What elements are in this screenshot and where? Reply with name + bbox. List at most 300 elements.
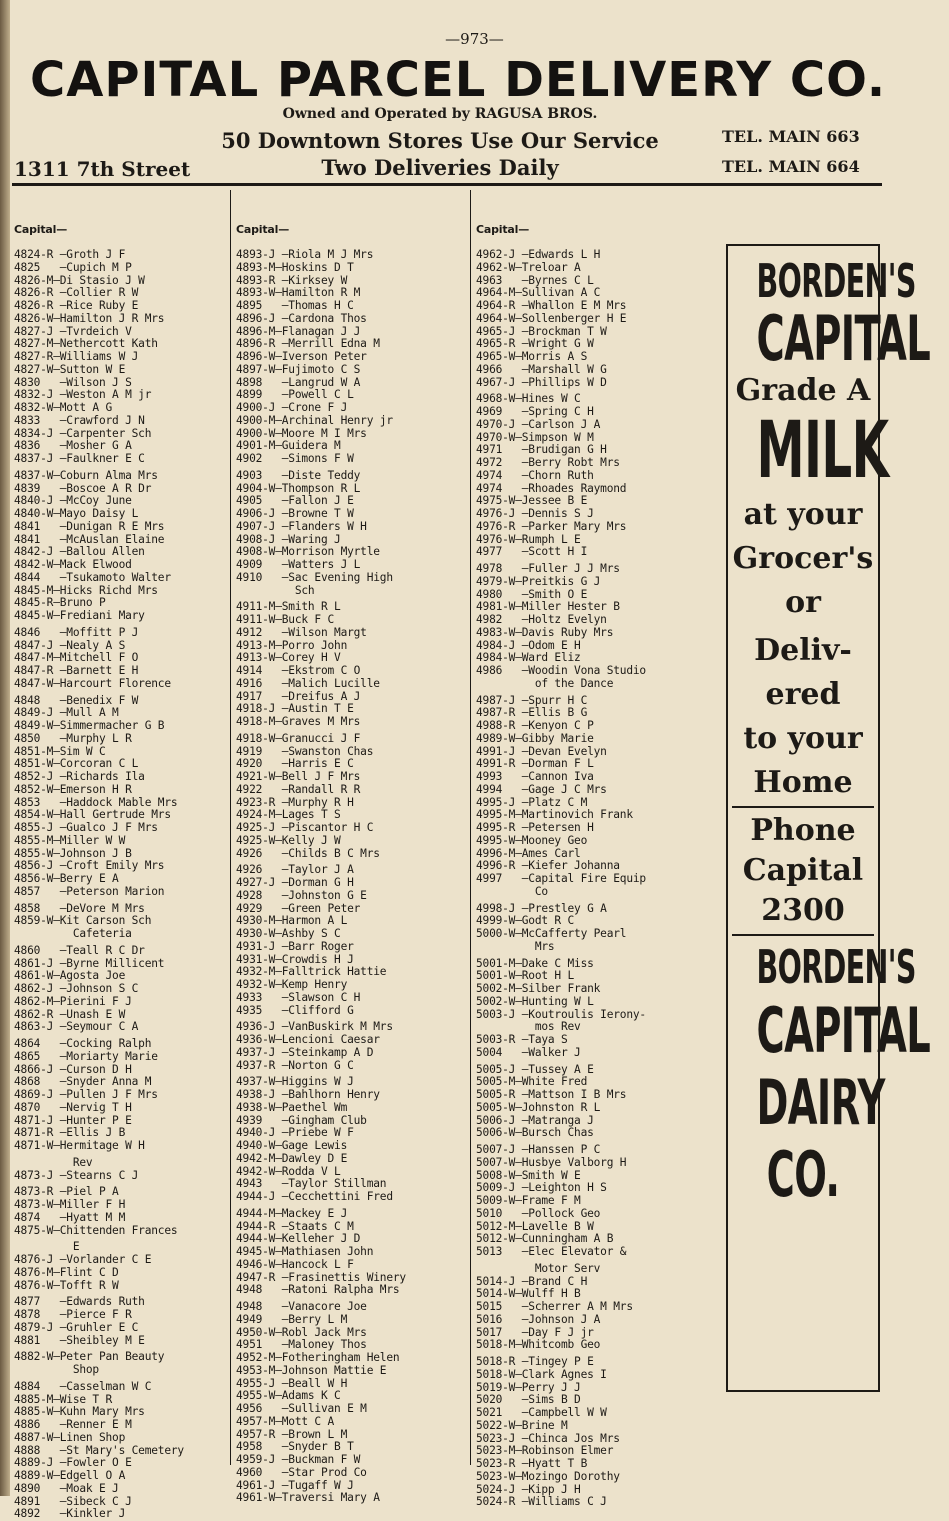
directory-entry: 4858 —DeVore M Mrs xyxy=(14,902,145,915)
directory-entry: 4885-W—Kuhn Mary Mrs xyxy=(14,1406,145,1419)
directory-entry: 4987-J —Spurr H C xyxy=(476,694,588,707)
directory-entry: 4976-R —Parker Mary Mrs xyxy=(476,520,627,533)
directory-entry: 4887-W—Linen Shop xyxy=(14,1431,126,1444)
directory-entry: 4944-J —Cecchettini Fred xyxy=(236,1191,393,1203)
directory-entry: 4903 —Diste Teddy xyxy=(236,469,361,482)
directory-entry: 4940-J —Priebe W F xyxy=(236,1127,354,1140)
directory-entry: 4930-M—Harmon A L xyxy=(236,915,348,928)
directory-entry: 5020 —Sims B D xyxy=(476,1394,581,1407)
directory-entry: 5003-J —Koutroulis Ierony- xyxy=(476,1008,646,1021)
directory-entry: 4896-R —Merrill Edna M xyxy=(236,338,380,351)
directory-entry: 4874 —Hyatt M M xyxy=(14,1211,126,1224)
directory-entry: 4945-W—Mathiasen John xyxy=(236,1246,374,1258)
directory-entry: 4854-W—Hall Gertrude Mrs xyxy=(14,809,171,822)
directory-entry: 4917 —Dreifus A J xyxy=(236,690,361,703)
directory-entry: 5023-J —Chinca Jos Mrs xyxy=(476,1432,620,1445)
book-spine-shadow xyxy=(0,0,10,1496)
directory-entry: 4918-W—Granucci J F xyxy=(236,732,361,745)
directory-entry: 4849-J —Mull A M xyxy=(14,707,119,720)
directory-entry: 4851-M—Sim W C xyxy=(14,745,106,758)
directory-entry: 4896-J —Cardona Thos xyxy=(236,312,367,325)
directory-entry: 5002-W—Hunting W L xyxy=(476,995,594,1008)
directory-entry: 4876-J —Vorlander C E xyxy=(14,1254,152,1266)
directory-entry: 4975-W—Jessee B E xyxy=(476,495,588,508)
directory-entry: 5019-W—Perry J J xyxy=(476,1381,581,1394)
directory-entry: 4944-M—Mackey E J xyxy=(236,1207,348,1220)
directory-entry: 4937-W—Higgins W J xyxy=(236,1076,354,1089)
directory-entry: 4826-W—Hamilton J R Mrs xyxy=(14,312,165,325)
directory-entry: 4916 —Malich Lucille xyxy=(236,677,380,690)
directory-entry: 4939 —Gingham Club xyxy=(236,1114,367,1127)
directory-entry: 4972 —Berry Robt Mrs xyxy=(476,457,620,469)
directory-entry: 4947-R —Frasinettis Winery xyxy=(236,1271,406,1284)
directory-entry: 4893-W—Hamilton R M xyxy=(236,287,361,300)
directory-entry: 4998-J —Prestley G A xyxy=(476,902,607,915)
directory-entry: Rev xyxy=(14,1156,93,1169)
directory-entry: 4964-M—Sullivan A C xyxy=(476,287,601,300)
directory-entry: 4931-J —Barr Roger xyxy=(236,940,354,953)
directory-entry: 4860 —Teall R C Dr xyxy=(14,944,145,957)
directory-entry: 4882-W—Peter Pan Beauty xyxy=(14,1351,165,1364)
directory-entry: 5001-W—Root H L xyxy=(476,970,575,983)
directory-entry: 5018-M—Whitcomb Geo xyxy=(476,1339,601,1352)
directory-entry: 4961-W—Traversi Mary A xyxy=(236,1492,380,1505)
column-header: Capital— xyxy=(476,223,529,236)
ad-company: DAIRY xyxy=(756,1066,885,1139)
directory-entry: 4938-J —Bahlhorn Henry xyxy=(236,1089,380,1101)
directory-entry: 4837-W—Coburn Alma Mrs xyxy=(14,469,158,482)
directory-entry: 4911-M—Smith R L xyxy=(236,601,341,614)
directory-entry: 4876-W—Tofft R W xyxy=(14,1279,119,1292)
directory-entry: 4942-M—Dawley D E xyxy=(236,1152,348,1165)
directory-entry: 5005-W—Johnston R L xyxy=(476,1101,601,1114)
directory-entry: 5005-R —Mattson I B Mrs xyxy=(476,1089,627,1101)
ad-grade: Grade A xyxy=(735,373,871,408)
directory-entry: 4923-R —Murphy R H xyxy=(236,796,354,809)
directory-entry: 4955-J —Beall W H xyxy=(236,1377,348,1390)
directory-entry: 4845-W—Frediani Mary xyxy=(14,610,145,622)
directory-entry: 4847-R —Barnett E H xyxy=(14,665,139,677)
directory-entry: 4907-J —Flanders W H xyxy=(236,520,367,533)
directory-entry: 4933 —Slawson C H xyxy=(236,991,361,1004)
directory-entry: 4824-R —Groth J F xyxy=(14,249,126,261)
ad-text: to your xyxy=(743,721,863,756)
directory-entry: 4870 —Nervig T H xyxy=(14,1101,132,1114)
directory-entry: Shop xyxy=(14,1364,99,1376)
directory-entry: 4944-R —Staats C M xyxy=(236,1220,354,1233)
directory-entry: 4960 —Star Prod Co xyxy=(236,1466,367,1479)
directory-entry: 4970-J —Carlson J A xyxy=(476,418,601,431)
directory-entry: 5022-W—Brine M xyxy=(476,1419,568,1432)
directory-entry: 4865 —Moriarty Marie xyxy=(14,1050,158,1063)
directory-entry: 4979-W—Preitkis G J xyxy=(476,575,601,588)
directory-entry: 4920 —Harris E C xyxy=(236,758,354,771)
directory-entry: 4982 —Holtz Evelyn xyxy=(476,614,607,626)
directory-entry: 4876-M—Flint C D xyxy=(14,1266,119,1279)
directory-entry: 4921-W—Bell J F Mrs xyxy=(236,771,361,783)
directory-entry: 4900-M—Archinal Henry jr xyxy=(236,414,393,427)
directory-entry: 4967-J —Phillips W D xyxy=(476,376,607,389)
directory-entry: 4940-W—Gage Lewis xyxy=(236,1140,348,1152)
directory-entry: 4830 —Wilson J S xyxy=(14,376,132,389)
directory-entry: 4871-W—Hermitage W H xyxy=(14,1140,145,1152)
directory-entry: 4964-R —Whallon E M Mrs xyxy=(476,300,627,312)
directory-entry: 5023-M—Robinson Elmer xyxy=(476,1445,614,1458)
directory-entry: 4932-W—Kemp Henry xyxy=(236,979,348,991)
directory-entry: 4906-J —Browne T W xyxy=(236,508,354,520)
directory-entry: 4937-J —Steinkamp A D xyxy=(236,1046,374,1059)
directory-entry: 4847-M—Mitchell F O xyxy=(14,652,139,665)
directory-entry: 4855-J —Gualco J F Mrs xyxy=(14,822,158,834)
directory-entry: 4995-W—Mooney Geo xyxy=(476,834,588,847)
directory-entry: 4929 —Green Peter xyxy=(236,902,361,915)
header-rule xyxy=(12,183,882,186)
directory-entry: 4849-W—Simmermacher G B xyxy=(14,720,165,732)
directory-entry: 4841 —McAuslan Elaine xyxy=(14,533,165,546)
directory-entry: 4861-W—Agosta Joe xyxy=(14,970,126,983)
directory-entry: 4910 —Sac Evening High xyxy=(236,571,393,584)
directory-entry: 4848 —Benedix F W xyxy=(14,694,139,707)
directory-entry: 4845-M—Hicks Richd Mrs xyxy=(14,584,158,597)
directory-entry: 4873-J —Stearns C J xyxy=(14,1169,139,1182)
page-number: —973— xyxy=(445,30,504,48)
ad-text: Grocer's xyxy=(732,541,874,576)
directory-entry: 4890 —Moak E J xyxy=(14,1482,119,1495)
directory-entry: 4908-J —Waring J xyxy=(236,533,341,546)
banner-subtitle: Owned and Operated by RAGUSA BROS. xyxy=(282,106,598,122)
directory-entry: 5005-J —Tussey A E xyxy=(476,1063,594,1076)
directory-entry: 4996-M—Ames Carl xyxy=(476,847,581,860)
directory-entry: 4953-M—Johnson Mattie E xyxy=(236,1364,387,1377)
directory-entry: 4846 —Moffitt P J xyxy=(14,626,139,639)
ad-brand: BORDEN'S xyxy=(756,940,916,994)
ad-milk: MILK xyxy=(756,406,889,496)
directory-entry: 4918-M—Graves M Mrs xyxy=(236,716,361,728)
directory-entry: 4851-W—Corcoran C L xyxy=(14,758,139,771)
directory-entry: 4863-J —Seymour C A xyxy=(14,1021,139,1034)
directory-entry: 4919 —Swanston Chas xyxy=(236,745,374,758)
directory-entry: 4827-W—Sutton W E xyxy=(14,363,126,376)
directory-entry: 4902 —Simons F W xyxy=(236,453,354,465)
banner-tagline-deliveries: Two Deliveries Daily xyxy=(321,155,559,180)
directory-entry: 4891 —Sibeck C J xyxy=(14,1495,132,1508)
ad-divider xyxy=(732,934,874,936)
directory-entry: 5016 —Johnson J A xyxy=(476,1313,601,1326)
directory-entry: 4877 —Edwards Ruth xyxy=(14,1296,145,1309)
directory-entry: 4977 —Scott H I xyxy=(476,546,588,559)
directory-entry: 4944-W—Kelleher J D xyxy=(236,1233,361,1246)
directory-entry: 5010 —Pollock Geo xyxy=(476,1207,601,1220)
directory-entry: 4999-W—Godt R C xyxy=(476,915,575,928)
directory-entry: 4850 —Murphy L R xyxy=(14,732,132,745)
directory-entry: 5018-W—Clark Agnes I xyxy=(476,1368,607,1381)
directory-entry: 4965-J —Brockman T W xyxy=(476,325,607,338)
directory-entry: 5018-R —Tingey P E xyxy=(476,1356,594,1368)
directory-entry: 4966 —Marshall W G xyxy=(476,363,607,376)
directory-entry: 4961-J —Tugaff W J xyxy=(236,1479,354,1492)
directory-entry: 4840-W—Mayo Daisy L xyxy=(14,508,139,520)
directory-entry: 4986 —Woodin Vona Studio xyxy=(476,665,646,677)
directory-entry: 4841 —Dunigan R E Mrs xyxy=(14,520,165,533)
directory-entry: 5009-W—Frame F M xyxy=(476,1195,581,1207)
directory-entry: 4970-W—Simpson W M xyxy=(476,431,594,444)
directory-entry: 4997 —Capital Fire Equip xyxy=(476,873,646,885)
ad-text: Home xyxy=(753,765,853,800)
column-header: Capital— xyxy=(14,223,67,236)
directory-entry: 4913-W—Corey H V xyxy=(236,652,341,665)
directory-entry: 4826-M—Di Stasio J W xyxy=(14,274,145,287)
directory-entry: 4983-W—Davis Ruby Mrs xyxy=(476,626,614,639)
directory-column-1 xyxy=(14,198,184,1521)
directory-entry: 4896-M—Flanagan J J xyxy=(236,325,361,338)
ad-divider xyxy=(732,806,874,808)
directory-entry: 4995-J —Platz C M xyxy=(476,796,588,809)
directory-entry: 5000-W—McCafferty Pearl xyxy=(476,928,627,940)
directory-entry: 4914 —Ekstrom C O xyxy=(236,665,361,677)
ad-text: ered xyxy=(765,677,841,712)
directory-entry: 5012-W—Cunningham A B xyxy=(476,1233,614,1246)
directory-entry: 4889-J —Fowler O E xyxy=(14,1457,132,1470)
directory-entry: 4844 —Tsukamoto Walter xyxy=(14,571,171,584)
directory-entry: 4987-R —Ellis B G xyxy=(476,707,588,720)
directory-entry: 4942-W—Rodda V L xyxy=(236,1165,341,1178)
banner-tagline-stores: 50 Downtown Stores Use Our Service xyxy=(221,128,659,153)
directory-entry: 5006-J —Matranga J xyxy=(476,1114,594,1127)
directory-entry: 4984-W—Ward Eliz xyxy=(476,652,581,665)
directory-entry: 4827-J —Tvrdeich V xyxy=(14,325,132,338)
directory-entry: 4901-M—Guidera M xyxy=(236,440,341,453)
directory-entry: 4827-R—Williams W J xyxy=(14,351,139,363)
directory-entry: 4847-W—Harcourt Florence xyxy=(14,677,171,690)
directory-entry: 4932-M—Falltrick Hattie xyxy=(236,966,387,979)
directory-entry: 5001-M—Dake C Miss xyxy=(476,957,594,970)
directory-entry: 4878 —Pierce F R xyxy=(14,1309,132,1321)
directory-entry: 4871-J —Hunter P E xyxy=(14,1114,132,1127)
directory-entry: 4840-J —McCoy June xyxy=(14,495,132,508)
ad-phone-number: 2300 xyxy=(761,893,845,928)
directory-entry: 4868 —Snyder Anna M xyxy=(14,1076,152,1089)
directory-entry: 4839 —Boscoe A R Dr xyxy=(14,482,152,495)
directory-entry: 4927-J —Dorman G H xyxy=(236,877,354,889)
directory-entry: E xyxy=(14,1241,80,1254)
directory-entry: 4827-M—Nethercott Kath xyxy=(14,338,158,351)
directory-entry: 5012-M—Lavelle B W xyxy=(476,1220,594,1233)
directory-entry: 4965-R —Wright G W xyxy=(476,338,594,351)
directory-entry: 4873-R —Piel P A xyxy=(14,1186,119,1199)
directory-entry: 4948 —Ratoni Ralpha Mrs xyxy=(236,1284,400,1297)
directory-entry: 4853 —Haddock Mable Mrs xyxy=(14,796,178,809)
directory-entry: 4833 —Crawford J N xyxy=(14,414,145,427)
directory-column-3 xyxy=(476,198,646,1509)
directory-entry: 4895 —Thomas H C xyxy=(236,300,354,312)
directory-entry: 4978 —Fuller J J Mrs xyxy=(476,563,620,575)
directory-entry: 4928 —Johnston G E xyxy=(236,889,367,902)
directory-entry: 4826-R —Rice Ruby E xyxy=(14,300,139,312)
directory-entry: 5023-R —Hyatt T B xyxy=(476,1458,588,1470)
directory-entry: 4892 —Kinkler J xyxy=(14,1508,126,1521)
directory-entry: 4911-W—Buck F C xyxy=(236,614,335,626)
directory-entry: 4864 —Cocking Ralph xyxy=(14,1038,152,1050)
directory-entry: 4856-W—Berry E A xyxy=(14,873,119,885)
directory-entry: 4913-M—Porro John xyxy=(236,639,348,652)
directory-entry: 4926 —Childs B C Mrs xyxy=(236,847,380,860)
directory-entry: 4888 —St Mary's Cemetery xyxy=(14,1444,184,1457)
directory-entry: 5021 —Campbell W W xyxy=(476,1407,607,1419)
directory-entry: 5004 —Walker J xyxy=(476,1046,581,1059)
ad-text: at your xyxy=(743,497,863,532)
directory-entry: 4984-J —Odom E H xyxy=(476,639,581,652)
directory-entry: 4837-J —Faulkner E C xyxy=(14,453,145,465)
directory-entry: 4951 —Maloney Thos xyxy=(236,1339,367,1352)
directory-entry: 4924-M—Lages T S xyxy=(236,809,341,822)
directory-entry: 4900-J —Crone F J xyxy=(236,402,348,414)
directory-entry: 5014-J —Brand C H xyxy=(476,1275,588,1288)
directory-entry: 4862-J —Johnson S C xyxy=(14,983,139,995)
directory-entry: 4842-J —Ballou Allen xyxy=(14,546,145,559)
directory-entry: 4856-J —Croft Emily Mrs xyxy=(14,860,165,873)
directory-entry: 4957-R —Brown L M xyxy=(236,1428,348,1441)
directory-entry: 4991-J —Devan Evelyn xyxy=(476,745,607,758)
directory-entry: 4958 —Snyder B T xyxy=(236,1441,354,1454)
directory-entry: 4993 —Cannon Iva xyxy=(476,771,594,783)
ad-company: CAPITAL xyxy=(756,994,931,1067)
directory-entry: 5023-W—Mozingo Dorothy xyxy=(476,1470,620,1483)
directory-column-2 xyxy=(236,198,406,1505)
directory-entry: 4943 —Taylor Stillman xyxy=(236,1178,387,1191)
directory-entry: 4995-M—Martinovich Frank xyxy=(476,809,633,822)
directory-entry: 4859-W—Kit Carson Sch xyxy=(14,915,152,928)
directory-entry: 4899 —Powell C L xyxy=(236,389,354,402)
directory-entry: 4886 —Renner E M xyxy=(14,1419,132,1431)
ad-phone-label: Phone xyxy=(750,813,856,848)
directory-entry: 4962-J —Edwards L H xyxy=(476,249,601,261)
directory-entry: mos Rev xyxy=(476,1021,581,1034)
directory-entry: 4852-W—Emerson H R xyxy=(14,783,132,796)
directory-entry: 4861-J —Byrne Millicent xyxy=(14,957,165,970)
directory-entry: 4996-R —Kiefer Johanna xyxy=(476,860,620,873)
directory-entry: 4826-R —Collier R W xyxy=(14,287,139,300)
directory-entry: 4893-M—Hoskins D T xyxy=(236,261,354,274)
directory-entry: 4974 —Rhoades Raymond xyxy=(476,482,627,495)
directory-entry: 4866-J —Curson D H xyxy=(14,1063,132,1076)
column-header: Capital— xyxy=(236,223,289,236)
directory-entry: 4893-R —Kirksey W xyxy=(236,274,348,287)
directory-entry: 4950-W—Robl Jack Mrs xyxy=(236,1326,367,1339)
ad-brand: BORDEN'S xyxy=(756,254,916,308)
directory-entry: 4925-J —Piscantor H C xyxy=(236,822,374,834)
directory-entry: 4885-M—Wise T R xyxy=(14,1393,113,1406)
directory-entry: 4955-W—Adams K C xyxy=(236,1390,341,1403)
directory-entry: 4862-M—Pierini F J xyxy=(14,995,132,1008)
directory-entry: 4969 —Spring C H xyxy=(476,406,594,418)
directory-entry: 4989-W—Gibby Marie xyxy=(476,732,594,745)
directory-entry: 4884 —Casselman W C xyxy=(14,1380,152,1393)
directory-entry: Cafeteria xyxy=(14,928,132,940)
directory-entry: Motor Serv xyxy=(476,1262,601,1275)
directory-entry: 4974 —Chorn Ruth xyxy=(476,469,594,482)
directory-entry: 4930-W—Ashby S C xyxy=(236,928,341,940)
banner-title: CAPITAL PARCEL DELIVERY CO. xyxy=(30,52,887,108)
directory-entry: 4926 —Taylor J A xyxy=(236,864,354,877)
directory-entry: 4845-R—Bruno P xyxy=(14,597,106,610)
ad-text: Deliv- xyxy=(754,633,852,668)
directory-entry: 4965-W—Morris A S xyxy=(476,351,588,363)
directory-entry: 4963 —Byrnes C L xyxy=(476,274,594,287)
directory-entry: 4862-R —Unash E W xyxy=(14,1008,126,1021)
directory-entry: 4897-W—Fujimoto C S xyxy=(236,363,361,376)
directory-entry: 4900-W—Moore M I Mrs xyxy=(236,427,367,440)
banner-phone-2: TEL. MAIN 664 xyxy=(722,157,860,176)
directory-entry: 4904-W—Thompson R L xyxy=(236,482,361,495)
directory-entry: 4948 —Vanacore Joe xyxy=(236,1301,367,1313)
directory-entry: 4962-W—Treloar A xyxy=(476,261,581,274)
directory-entry: 4879-J —Gruhler E C xyxy=(14,1321,139,1334)
directory-entry: 5017 —Day F J jr xyxy=(476,1326,594,1339)
directory-entry: 4836 —Mosher G A xyxy=(14,440,132,453)
directory-entry: 4898 —Langrud W A xyxy=(236,376,361,389)
directory-entry: 5008-W—Smith W E xyxy=(476,1169,581,1182)
directory-entry: 4855-W—Johnson J B xyxy=(14,847,132,860)
directory-entry: 5007-J —Hanssen P C xyxy=(476,1144,601,1156)
directory-entry: 5002-M—Silber Frank xyxy=(476,983,601,995)
directory-entry: 4873-W—Miller F H xyxy=(14,1199,126,1211)
directory-entry: 4922 —Randall R R xyxy=(236,783,361,796)
directory-entry: Co xyxy=(476,885,548,898)
banner-phone-1: TEL. MAIN 663 xyxy=(722,127,860,146)
ad-phone-exchange: Capital xyxy=(742,853,864,888)
directory-entry: 4946-W—Hancock L F xyxy=(236,1258,354,1271)
directory-entry: 4832-J —Weston A M jr xyxy=(14,389,152,402)
directory-entry: 4869-J —Pullen J F Mrs xyxy=(14,1089,158,1101)
directory-entry: 4881 —Sheibley M E xyxy=(14,1334,145,1347)
directory-entry: 4995-R —Petersen H xyxy=(476,822,594,834)
directory-entry: 4938-W—Paethel Wm xyxy=(236,1101,348,1114)
directory-entry: 4834-J —Carpenter Sch xyxy=(14,427,152,440)
directory-entry: 4952-M—Fotheringham Helen xyxy=(236,1352,400,1364)
directory-entry: 4957-M—Mott C A xyxy=(236,1415,335,1428)
directory-entry: 4908-W—Morrison Myrtle xyxy=(236,546,380,559)
directory-entry: 4925-W—Kelly J W xyxy=(236,834,341,847)
directory-entry: 5009-J —Leighton H S xyxy=(476,1182,607,1195)
directory-entry: 5013 —Elec Elevator & xyxy=(476,1246,627,1258)
directory-entry: 4971 —Brudigan G H xyxy=(476,444,607,457)
directory-entry: 4852-J —Richards Ila xyxy=(14,771,145,783)
borden-dairy-advertisement xyxy=(726,244,931,1392)
directory-entry: 4889-W—Edgell O A xyxy=(14,1470,126,1482)
directory-entry: Mrs xyxy=(476,940,555,953)
directory-entry: 4936-W—Lencioni Caesar xyxy=(236,1034,380,1046)
directory-entry: 5024-J —Kipp J H xyxy=(476,1483,581,1496)
directory-entry: 5015 —Scherrer A M Mrs xyxy=(476,1301,633,1313)
ad-capital: CAPITAL xyxy=(756,302,931,375)
directory-entry: 4976-J —Dennis S J xyxy=(476,508,594,520)
directory-entry: of the Dance xyxy=(476,677,614,690)
directory-entry: 4964-W—Sollenberger H E xyxy=(476,312,627,325)
column-divider xyxy=(470,190,471,1465)
directory-entry: 4857 —Peterson Marion xyxy=(14,885,165,898)
directory-entry: 5006-W—Bursch Chas xyxy=(476,1127,594,1140)
directory-entry: 5003-R —Taya S xyxy=(476,1034,568,1046)
directory-entry: 4832-W—Mott A G xyxy=(14,402,113,414)
column-divider xyxy=(230,190,231,1465)
directory-entry: 4976-W—Rumph L E xyxy=(476,533,581,546)
directory-entry: 4936-J —VanBuskirk M Mrs xyxy=(236,1021,393,1034)
directory-entry: 4968-W—Hines W C xyxy=(476,393,581,406)
directory-entry: 4905 —Fallon J E xyxy=(236,495,354,508)
directory-entry: 4949 —Berry L M xyxy=(236,1313,348,1326)
directory-entry: 4825 —Cupich M P xyxy=(14,261,132,274)
directory-entry: 4959-J —Buckman F W xyxy=(236,1454,361,1466)
